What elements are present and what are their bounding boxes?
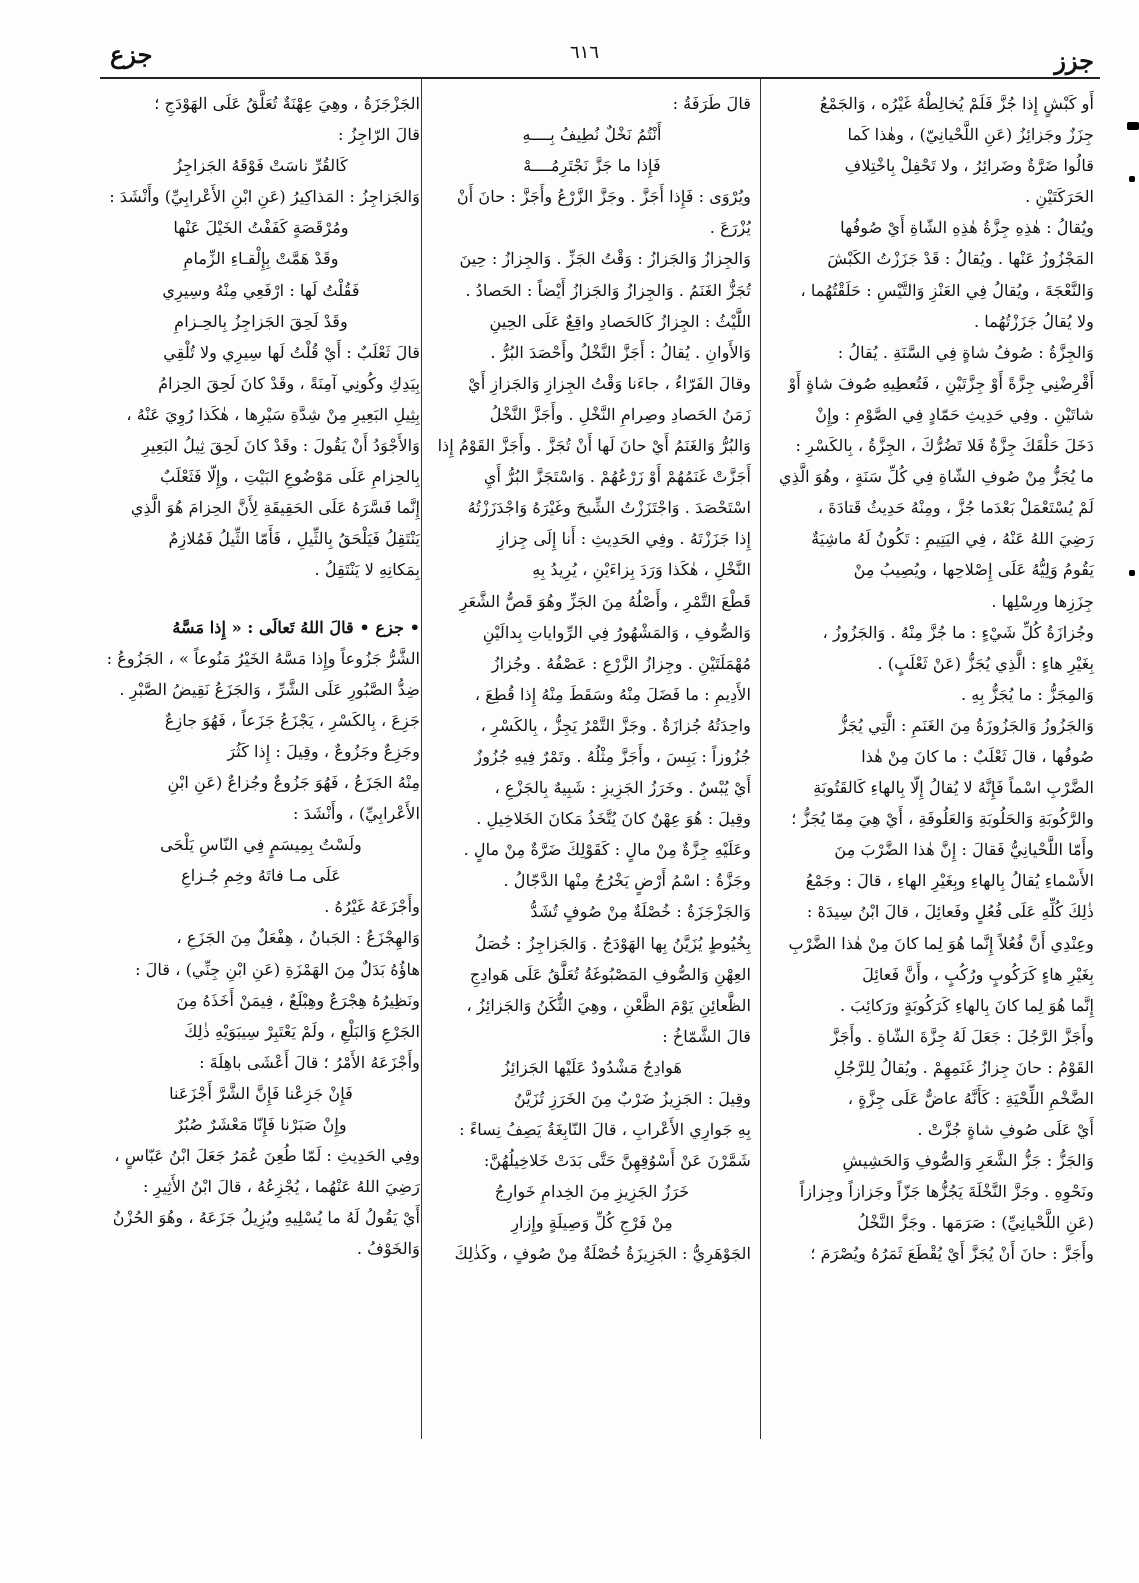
text-line: وقَدْ لَحِقَ الجَزاجِزُ بِالحِـزامِ (174, 311, 348, 331)
text-line: وجُزازَةُ كُلِّ شَيْءٍ : ما جُزَّ مِنْهُ . وَالجَزُوزُ ، (822, 622, 1094, 642)
text-line: الجَوْهَرِيُّ : الجَزِيزَةُ خُصْلَةٌ مِنْ صُوفٍ ، وكَذٰلِكَ (454, 1244, 751, 1264)
text-line: وَالجِزَّةُ : صُوفُ شاةٍ فِي السَّنَةِ . يُقالُ : (837, 342, 1094, 362)
text-line: تُجَزُّ الغَنَمُ . وَالجِزازُ وَالجَزازُ أَيْضاً : الحَصادُ . (465, 280, 751, 300)
text-line: والرَّكُوبَةِ وَالحَلُوبَةِ وَالعَلُوفَةِ ، أَيْ هِيَ مِمّا يُجَزُّ ؛ (791, 809, 1094, 829)
text-line: ويُقالُ : هٰذِهِ جِزَّةُ هٰذِهِ الشّاةِ أَيْ صُوفُها (840, 218, 1094, 238)
text-line: وعَلَيْهِ جِزَّةٌ مِنْ مالٍ : كَقَوْلِكَ ضَرَّةٌ مِنْ مالٍ . (463, 840, 751, 860)
text-line: ونَحْوِهِ . وجَزَّ النَّخْلَةَ يَجُزُّها جَزّاً وجَزازاً وجِزازاً (799, 1182, 1094, 1202)
text-line: وقالَ الفَرّاءُ ، جاءَنا وَقْتُ الجِزازِ وَالجَزازِ أَيْ (468, 373, 751, 393)
text-line: أَيْ يُبْسٌ . وخَرَزُ الجَزِيزِ : شَبِيهٌ بِالجَزْعِ ، (494, 778, 751, 798)
text-line: يَنْتَقِلُ فَيَلْحَقُ بِالثِّيلِ ، فَأَمّا الثِّيلُ فَمُلازِمٌ (168, 529, 420, 549)
text-line: جِزَزِها ورِسْلِها . (991, 591, 1094, 611)
text-line: وفِي الحَدِيثِ : لَمّا طُعِنَ عُمَرُ جَعَلَ ابْنُ عَبّاسٍ ، (114, 1146, 420, 1166)
text-line: فَقُلْتُ لَها : ارْفَعِي مِنْهُ وسِيرِي (162, 280, 360, 300)
text-line: وَالجَزْجَزَةُ : خُصْلَةٌ مِنْ صُوفٍ تُشَدُّ (530, 902, 751, 922)
text-line: لَمْ يُسْتَعْمَلْ بَعْدَما جُزَّ ، ومِنْهُ حَدِيثُ قَتادَةَ ، (817, 498, 1094, 518)
column-divider (421, 79, 422, 1439)
text-line: وجَزَّةُ : اسْمُ أَرْضٍ يَخْرُجُ مِنْها الدَّجّالُ . (503, 871, 751, 891)
text-line: واحِدَتُهُ جُزازَةٌ . وجَزَّ التَّمْرُ يَجِزُّ ، بِالكَسْرِ ، (480, 715, 751, 735)
text-line: كَالقُرِّ ناسَتْ فَوْقَهُ الجَزاجِزُ (174, 156, 348, 176)
text-line: وأَجَزَّ الرَّجُلَ : جَعَلَ لَهُ جِزَّةَ الشّاةِ . وأَجَزَّ (830, 1026, 1094, 1046)
text-line: قالَ الشَّمّاخُ : (662, 1026, 751, 1046)
text-line: وقِيلَ : هُوَ عِهْنٌ كانَ يُتَّخَذُ مَكانَ الخَلاخِيلِ . (476, 809, 751, 829)
text-line: وجَزِعٌ وجَزُوعٌ ، وقِيلَ : إِذا كَثُرَ (227, 741, 420, 761)
text-line: العِهْنِ وَالصُّوفِ المَصْبُوغَةُ تُعَلَّقُ عَلَى هَوادِجِ (469, 964, 751, 984)
scan-edge-mark (1127, 122, 1139, 130)
text-line: فَإِنْ جَزِعْنا فَإِنَّ الشَّرَّ أَجْزَعَنا (169, 1083, 353, 1103)
text-line: خَرَزُ الجَزِيزِ مِنَ الخِدامِ خَوارِجُ (494, 1182, 690, 1202)
text-line: الحَرَكَتَيْنِ . (1025, 187, 1094, 207)
text-line: وأَجَزَّ : حانَ أَنْ يُجَزَّ أَيْ يُقْطَعَ ثَمَرُهُ ويُصْرَمَ ؛ (810, 1244, 1094, 1264)
text-line: قَطْعَ التَّمْرِ ، وأَصْلُهُ مِنَ الجَزِّ وهُوَ قَصُّ الشَّعَرِ (459, 591, 751, 611)
text-line: وأَمّا اللَّحْيانِيُّ فَقالَ : إِنَّ هٰذا الضَّرْبَ مِنَ (834, 840, 1094, 860)
text-line: ضِدُّ الصَّبُورِ عَلَى الشَّرِّ ، وَالجَزَعُ نَقِيضُ الصَّبْرِ . (119, 679, 420, 699)
running-headword-left: جزع (110, 40, 153, 69)
page-header (100, 36, 1100, 76)
text-line: ويُرْوَى : فَإِذا أَجَزَّ . وجَزَّ الزَّرْعُ وأَجَزَّ : حانَ أَنْ (456, 187, 751, 207)
text-line: الضَّرْبِ اسْماً فَإِنَّهُ لا يُقالُ إِلّا بِالهاءِ كَالقَتُوبَةِ (813, 778, 1094, 798)
text-line: وأَجْزَعَهُ الأَمْرُ ؛ قالَ أَعْشَى باهِلَةَ : (199, 1052, 420, 1072)
text-line: وإِنْ صَبَرْنا فَإِنّا مَعْشَرٌ صُبُرٌ (175, 1115, 347, 1134)
running-headword-right: جزز (1054, 46, 1094, 75)
text-line: بِمَكانِهِ لا يَنْتَقِلُ . (314, 560, 420, 580)
text-line: شَمَّرْنَ عَنْ أَسْوُقِهِنَّ حَتَّى بَدَتْ خَلاخِيلُهُنَّ: (483, 1151, 751, 1171)
text-line: بِخُيُوطٍ يُزَيَّنُ بِها الهَوْدَجُ . وَالجَزاجِزُ : خُصَلُ (474, 933, 751, 953)
text-line: وعِنْدِي أَنَّ فُعُلاً إِنَّما هُوَ لِما كانَ مِنْ هٰذا الضَّرْبِ (788, 933, 1094, 953)
text-line: وأَجْزَعَهُ غَيْرُهُ . (324, 897, 420, 917)
text-line: الظَّعائِنِ يَوْمَ الظَّعْنِ ، وهِيَ الثُّكَنُ وَالجَزائِزُ ، (466, 995, 751, 1015)
text-line: أَنْتُمُ نَخْلٌ نُطِيفُ بِــــهِ (522, 125, 662, 145)
text-line: ولا يُقالُ جَزَزْتُهُما . (973, 311, 1094, 331)
text-line: وَالبُرُّ وَالغَنَمُ أَيْ حانَ لَها أَنْ تُجَزَّ . وأَجَزَّ القَوْمُ إِذا (437, 436, 751, 456)
text-line: الأَسْماءِ يُقالُ بِالهاءِ وبِغَيْرِ الهاءِ ، قالَ : وجَمْعُ (805, 871, 1094, 891)
text-line: قالَ الرّاجِزُ : (338, 125, 420, 145)
text-line: بِيَدِكِ وكُونِي آمِنَةً ، وقَدْ كانَ لَحِقَ الحِزامُ (158, 373, 420, 393)
page-number: ٦١٦ (570, 42, 600, 63)
text-line: ونَظِيرُهُ هِجْرَعٌ وهِبْلَعٌ ، فِيمَنْ أَخَذَهُ مِنَ (176, 990, 420, 1010)
text-line: ذٰلِكَ كُلِّهِ عَلَى فُعُلٍ وفَعائِلَ ، قالَ ابْنُ سِيدَهْ : (806, 902, 1094, 922)
text-line: وقَدْ هَمَّتْ بِإِلْقـاءِ الزِّمامِ (183, 249, 339, 269)
text-line: وَالنَّعْجَةَ ، ويُقالُ فِي العَنْزِ وَالتَّيْسِ : حَلَقْتُهُما ، (800, 280, 1094, 300)
text-line: بِغَيْرِ هاءٍ : الَّذِي يُجَزُّ (عَنْ ثَعْلَبٍ) . (877, 653, 1094, 673)
text-line: الضَّخْمِ اللِّحْيَةِ : كَأَنَّهُ عاضٌّ عَلَى جِزَّةٍ ، (847, 1089, 1094, 1108)
text-line: اسْتَحْصَدَ . وَاجْتَزَزْتُ الشِّيحَ وغَيْرَهُ وَاجْدَزَزْتُهُ (467, 498, 751, 518)
text-line: القَوْمُ : حانَ جِزازُ غَنَمِهِمْ . ويُقالُ لِلرَّجُلِ (833, 1057, 1094, 1077)
text-line: جُزُوزاً : يَبِسَ ، وأَجَزَّ مِثْلُهُ . وتَمْرٌ فِيهِ جُزُوزٌ (474, 746, 751, 766)
text-line: وَالصُّوفِ ، وَالمَشْهُورُ فِي الرِّواياتِ بِدالَيْنِ (482, 622, 751, 642)
text-line: جِزَزٌ وجَزائِزُ (عَنِ اللَّحْيانِيّ) ، وهٰذا كَما (847, 125, 1094, 145)
text-line: ومُرْقَصَةٍ كَفَفْتُ الخَيْلَ عَنْها (173, 218, 349, 238)
text-line: المَجْزُوزُ عَنْها . ويُقالُ : قَدْ جَزَزْتُ الكَبْشَ (827, 249, 1094, 269)
text-line: وَالأَجْوَدُ أَنْ يَقُولَ : وقَدْ كانَ لَحِقَ ثِيلُ البَعِيرِ (142, 436, 420, 456)
text-line: أَيْ يَقُولُ لَهُ ما يُسْلِيهِ ويُزِيلُ جَزَعَهُ ، وهُوَ الحُزْنُ (112, 1208, 420, 1228)
text-line: أَو كَبْشٍ إِذا جُزَّ فَلَمْ يُخالِطْهُ غَيْرُه ، وَالجَمْعُ (819, 94, 1094, 113)
text-line: بِهِ جَوارِي الأَعْرابِ ، قالَ النّابِغَةُ يَصِفُ نِساءً : (459, 1120, 751, 1140)
text-line: عَلَى مـا فاتَهُ وخِمِ جُـزاعِ (181, 866, 341, 886)
text-line: ولَسْتُ بِمِيسَمٍ فِي النّاسِ يَلْحَى (160, 835, 362, 855)
text-line: قالُوا ضَرَّةٌ وضَرائِرُ ، ولا تَحْفِلْ بِاخْتِلافِ (844, 156, 1094, 176)
text-line: رَضِيَ اللهُ عَنْهُ ، فِي اليَتِيمِ : تَكُونُ لَهُ ماشِيَةٌ (811, 529, 1094, 549)
text-line: وَالجِزازُ وَالجَزازُ : وَقْتُ الجَزِّ . وَالجِزازُ : حِينَ (459, 249, 751, 269)
text-line: قالَ ثَعْلَبٌ : أَيْ قُلْتُ لَها سِيرِي ولا تُلْقِي (163, 342, 420, 362)
text-line: وقِيلَ : الجَزِيزُ ضَرْبٌ مِنَ الخَرَزِ تُزَيَّنُ (513, 1089, 751, 1108)
text-line: زَمَنُ الحَصادِ وصِرامِ النَّخْلِ . وأَجَزَّ النَّخْلُ (489, 404, 751, 424)
text-line: النَّخْلِ ، هٰكَذا وَرَدَ بِزاءَيْنِ ، يُرِيدُ بِهِ (532, 560, 751, 580)
text-line: صُوفُها ، قالَ ثَعْلَبٌ : ما كانَ مِنْ هٰذا (861, 746, 1094, 766)
text-column-middle (433, 88, 751, 1438)
text-line: اللَّيْثُ : الجِزازُ كَالحَصادِ واقِعٌ عَلَى الحِينِ (489, 311, 751, 331)
text-column-right (776, 88, 1094, 1438)
text-line: يُزْرَعَ . (709, 218, 751, 238)
text-line: (عَنِ اللَّحْيانِيِّ) : صَرَمَها . وجَزَّ النَّخْلُ (857, 1213, 1094, 1233)
text-line: مِنْهُ الجَزَعُ ، فَهُوَ جَزُوعٌ وجُزاعٌ (عَنِ ابْنِ (167, 772, 420, 792)
text-line: وَالمِجَزُّ : ما يُجَزُّ بِهِ . (961, 684, 1094, 704)
text-line: هَوادِجُ مَشْدُودٌ عَلَيْها الجَزائِزُ (501, 1057, 683, 1077)
text-line: أَجَزَّتْ غَنَمُهُمْ أَوْ زَرْعُهُمْ . وَاسْتَجَزَّ البُرُّ أَيِ (483, 467, 751, 487)
text-line: هاؤُهُ بَدَلٌ مِنَ الهَمْزَةِ (عَنِ ابْنِ جِنِّي) ، قالَ : (135, 959, 420, 979)
text-line: الجَرْعِ وَالبَلْعِ ، ولَمْ يَعْتَبِرْ سِيبَوَيْهِ ذٰلِكَ (184, 1021, 420, 1041)
text-line: جَزِعَ ، بِالكَسْرِ ، يَجْزَعُ جَزَعاً ، فَهُوَ جازِعٌ (164, 710, 420, 730)
column-divider (760, 79, 761, 1439)
text-line: الشَّرُّ جَزُوعاً وإِذا مَسَّهُ الخَيْرُ مَنُوعاً » ، الجَزُوعُ : (106, 648, 420, 668)
text-line: الجَزْجَزَةُ ، وهِيَ عِهْنَةٌ تُعَلَّقُ عَلَى الهَوْدَجِ ؛ (154, 94, 420, 113)
text-line: • جزع • قالَ اللهُ تَعالَى : « إِذا مَسَّهُ (172, 617, 420, 637)
scan-edge-mark (1129, 570, 1135, 576)
text-line: بِثِيلِ البَعِيرِ مِنْ شِدَّةِ سَيْرِها ، هٰكَذا رُوِيَ عَنْهُ ، (126, 404, 420, 424)
text-line: الأَعْرابِيِّ) ، وأَنْشَدَ : (292, 804, 420, 824)
text-line: ما يُجَزُّ مِنْ صُوفِ الشّاةِ فِي كُلِّ سَنَةٍ ، وهُوَ الَّذِي (779, 467, 1094, 487)
text-line: رَضِيَ اللهُ عَنْهُما ، يُجْزِعُهُ ، قالَ ابْنُ الأَثِيرِ : (142, 1177, 420, 1197)
text-line: وَالجَزُوزُ وَالجَزُوزَةُ مِنَ الغَنَمِ : الَّتِي يُجَزُّ (839, 715, 1094, 735)
text-line: شاتَيْنِ . وفِي حَدِيثِ حَمّادٍ فِي الصَّوْمِ : وإِنْ (815, 404, 1094, 424)
text-line: وَالجَزُّ : جَزُّ الشَّعَرِ وَالصُّوفِ وَالحَشِيشِ (842, 1151, 1094, 1171)
text-line: فَإِذا ما جَزَّ نَجْتَرِمُــــهْ (523, 156, 661, 176)
text-line: مِنْ فَرْجِ كُلِّ وَصِيلَةٍ وإِزارِ (511, 1213, 673, 1233)
text-line: قالَ طَرَفَةُ : (672, 94, 751, 113)
text-column-left (102, 88, 420, 1438)
text-line: مُهْمَلَتَيْنِ . وجِزازُ الزَّرْعِ : عَصْفُهُ . وجُزازُ (491, 653, 751, 673)
text-line: يَقُومُ وَلِيُّهُ عَلَى إِصْلاحِها ، ويُصِيبُ مِنْ (853, 560, 1094, 580)
header-rule (100, 77, 1100, 79)
text-line: وَالجَزاجِزُ : المَذاكِيرُ (عَنِ ابْنِ الأَعْرابِيِّ) وأَنْشَدَ : (109, 187, 420, 207)
text-line: إِذا جَزَزْتَهُ . وفِي الحَدِيثِ : أَنا إِلَى جِزازِ (497, 529, 751, 549)
text-line: الأَدِيمِ : ما فَضَلَ مِنْهُ وسَقَطَ مِنْهُ إِذا قُطِعَ ، (474, 684, 751, 704)
text-line: دَخَلَ حَلْقَكَ جِزَّةٌ فَلا تَضُرُّكَ ، الجِزَّةُ ، بِالكَسْرِ : (795, 436, 1094, 456)
text-line: إِنَّما هُوَ لِما كانَ بِالهاءِ كَرَكُوبَةٍ ورَكائِبَ . (839, 995, 1094, 1015)
text-line: بِالحِزامِ عَلَى مَوْضُوعِ البَيْتِ ، وإِلّا فَثَعْلَبٌ (159, 467, 420, 487)
text-line: وَالأَوانِ . يُقالُ : أَجَزَّ النَّخْلُ وأَحْصَدَ البُرُّ . (490, 342, 751, 362)
text-line: أَقْرِضْنِي جِزَّةً أَوْ جِزَّتَيْنِ ، فَتُعطِيهِ صُوفَ شاةٍ أَوْ (788, 373, 1094, 393)
text-line: وَالخَوْفُ . (356, 1239, 420, 1259)
text-line: أَيْ عَلَى صُوفِ شاةٍ جُزَّتْ . (917, 1120, 1094, 1140)
scan-edge-mark (1129, 176, 1135, 182)
text-line: إِنَّما فَسَّرَهُ عَلَى الحَقِيقَةِ لِأَنَّ الحِزامَ هُوَ الَّذِي (130, 498, 420, 518)
text-line: بِغَيْرِ هاءٍ كَرَكُوبٍ ورُكُبٍ ، وأَنَّ فَعائِلَ (862, 964, 1094, 984)
text-line: وَالهِجْزَعُ : الجَبانُ ، هِفْعَلٌ مِنَ الجَزَعِ ، (176, 928, 420, 948)
paragraph-gap (102, 586, 420, 612)
